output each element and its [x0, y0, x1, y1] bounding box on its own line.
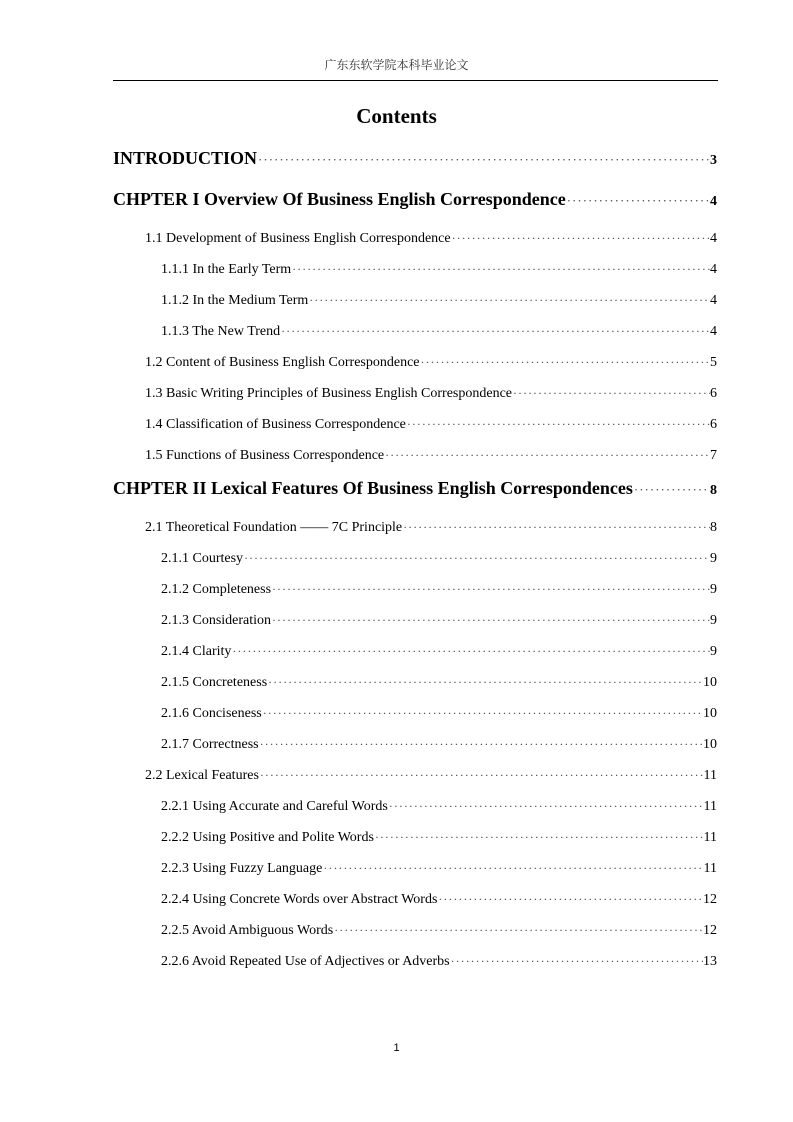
toc-entry-label: 2.2.2 Using Positive and Polite Words	[161, 830, 374, 845]
toc-section-entry[interactable]	[113, 853, 717, 884]
toc-dot-leader	[271, 574, 710, 605]
toc-entry-label: 1.1.1 In the Early Term	[161, 262, 292, 277]
toc-entry-label: 1.4 Classification of Business Correspondence	[145, 417, 406, 432]
toc-entry-label: 2.1.5 Concreteness	[161, 675, 268, 690]
toc-entry-page: 3	[710, 153, 717, 168]
toc-dot-leader	[384, 440, 710, 471]
toc-entry-page: 4	[710, 262, 717, 277]
running-header: 广东东软学院本科毕业论文	[324, 58, 469, 72]
toc-dot-leader	[259, 729, 703, 760]
contents-title: Contents	[356, 104, 437, 128]
toc-dot-leader	[450, 946, 703, 977]
toc-section-entry[interactable]	[113, 223, 717, 254]
toc-entry-label: 2.1.3 Consideration	[161, 613, 272, 628]
toc-entry-page: 4	[710, 231, 717, 246]
toc-entry-page: 10	[703, 737, 717, 752]
toc-section-entry[interactable]	[113, 698, 717, 729]
toc-entry-label: 2.2.5 Avoid Ambiguous Words	[161, 923, 334, 938]
toc-dot-leader	[322, 853, 703, 884]
toc-entry-page: 4	[710, 194, 717, 209]
toc-section-entry[interactable]	[113, 605, 717, 636]
toc-entry-page: 9	[710, 613, 717, 628]
toc-section-entry[interactable]	[113, 285, 717, 316]
toc-dot-leader	[388, 791, 704, 822]
toc-entry-page: 12	[703, 923, 717, 938]
toc-dot-leader	[420, 347, 710, 378]
toc-entry-page: 6	[710, 386, 717, 401]
toc-chapter-entry[interactable]	[113, 471, 717, 512]
toc-entry-label: 2.2.4 Using Concrete Words over Abstract Words	[161, 892, 438, 907]
toc-entry-label: 2.1 Theoretical Foundation —— 7C Principle	[145, 520, 403, 535]
toc-entry-label: 2.2.3 Using Fuzzy Language	[161, 861, 323, 876]
toc-entry-label: 2.1.6 Conciseness	[161, 706, 262, 721]
toc-dot-leader	[333, 915, 703, 946]
toc-dot-leader	[259, 760, 704, 791]
toc-entry-label: 2.1.4 Clarity	[161, 644, 232, 659]
toc-entry-page: 11	[703, 830, 717, 845]
toc-dot-leader	[243, 543, 710, 574]
toc-dot-leader	[271, 605, 710, 636]
toc-entry-label: 2.2.1 Using Accurate and Careful Words	[161, 799, 388, 814]
toc-entry-label: 1.1.2 In the Medium Term	[161, 293, 309, 308]
toc-dot-leader	[451, 223, 710, 254]
toc-section-entry[interactable]	[113, 915, 717, 946]
toc-entry-label: 1.1 Development of Business English Correspondence	[145, 231, 451, 246]
toc-entry-label: 1.5 Functions of Business Correspondence	[145, 448, 385, 463]
toc-section-entry[interactable]	[113, 729, 717, 760]
toc-entry-page: 11	[703, 768, 717, 783]
toc-entry-page: 11	[703, 861, 717, 876]
toc-dot-leader	[566, 184, 710, 218]
toc-entry-label: 2.2 Lexical Features	[145, 768, 259, 783]
toc-section-entry[interactable]	[113, 822, 717, 853]
toc-entry-page: 4	[710, 324, 717, 339]
page-number: 1	[393, 1042, 400, 1054]
toc-dot-leader	[231, 636, 710, 667]
toc-entry-page: 10	[703, 706, 717, 721]
toc-dot-leader	[262, 698, 703, 729]
toc-section-entry[interactable]	[113, 791, 717, 822]
toc-entry-page: 7	[710, 448, 717, 463]
toc-section-entry[interactable]	[113, 347, 717, 378]
toc-entry-label: 1.3 Basic Writing Principles of Business English Correspondence	[145, 386, 513, 401]
toc-section-entry[interactable]	[113, 543, 717, 574]
toc-chapter-entry[interactable]	[113, 182, 717, 223]
toc-entry-label: 1.1.3 The New Trend	[161, 324, 281, 339]
toc-entry-label: CHPTER I Overview Of Business English Correspondence	[113, 189, 566, 209]
toc-entry-page: 9	[710, 644, 717, 659]
toc-section-entry[interactable]	[113, 512, 717, 543]
toc-section-entry[interactable]	[113, 378, 717, 409]
toc-section-entry[interactable]	[113, 884, 717, 915]
toc-section-entry[interactable]	[113, 760, 717, 791]
toc-entry-page: 8	[710, 520, 717, 535]
toc-entry-label: 2.2.6 Avoid Repeated Use of Adjectives or Adverbs	[161, 954, 450, 969]
toc-entry-page: 13	[703, 954, 717, 969]
toc-dot-leader	[512, 378, 710, 409]
toc-entry-page: 10	[703, 675, 717, 690]
toc-entry-page: 8	[710, 483, 717, 498]
toc-dot-leader	[291, 254, 710, 285]
toc-entry-label: 2.1.1 Courtesy	[161, 551, 244, 566]
toc-entry-page: 11	[703, 799, 717, 814]
toc-dot-leader	[257, 143, 710, 177]
toc-entry-page: 9	[710, 582, 717, 597]
toc-dot-leader	[402, 512, 710, 543]
toc-entry-page: 9	[710, 551, 717, 566]
toc-entry-page: 12	[703, 892, 717, 907]
toc-dot-leader	[406, 409, 710, 440]
toc-dot-leader	[437, 884, 703, 915]
toc-section-entry[interactable]	[113, 667, 717, 698]
toc-entry-label: 2.1.7 Correctness	[161, 737, 259, 752]
toc-section-entry[interactable]	[113, 254, 717, 285]
toc-dot-leader	[267, 667, 703, 698]
toc-chapter-entry[interactable]	[113, 141, 717, 182]
toc-entry-page: 4	[710, 293, 717, 308]
header-rule	[113, 80, 718, 81]
toc-entry-label: 2.1.2 Completeness	[161, 582, 272, 597]
toc-section-entry[interactable]	[113, 574, 717, 605]
toc-section-entry[interactable]	[113, 440, 717, 471]
toc-entry-page: 6	[710, 417, 717, 432]
toc-dot-leader	[633, 473, 710, 507]
toc-entry-label: INTRODUCTION	[113, 148, 258, 168]
toc-section-entry[interactable]	[113, 636, 717, 667]
toc-entry-label: CHPTER II Lexical Features Of Business English Correspondences	[113, 478, 633, 498]
toc-dot-leader	[374, 822, 704, 853]
toc-entry-label: 1.2 Content of Business English Correspondence	[145, 355, 420, 370]
toc-entry-page: 5	[710, 355, 717, 370]
table-of-contents	[113, 141, 717, 977]
toc-section-entry[interactable]	[113, 946, 717, 977]
toc-dot-leader	[308, 285, 710, 316]
toc-dot-leader	[280, 316, 710, 347]
toc-section-entry[interactable]	[113, 316, 717, 347]
toc-section-entry[interactable]	[113, 409, 717, 440]
